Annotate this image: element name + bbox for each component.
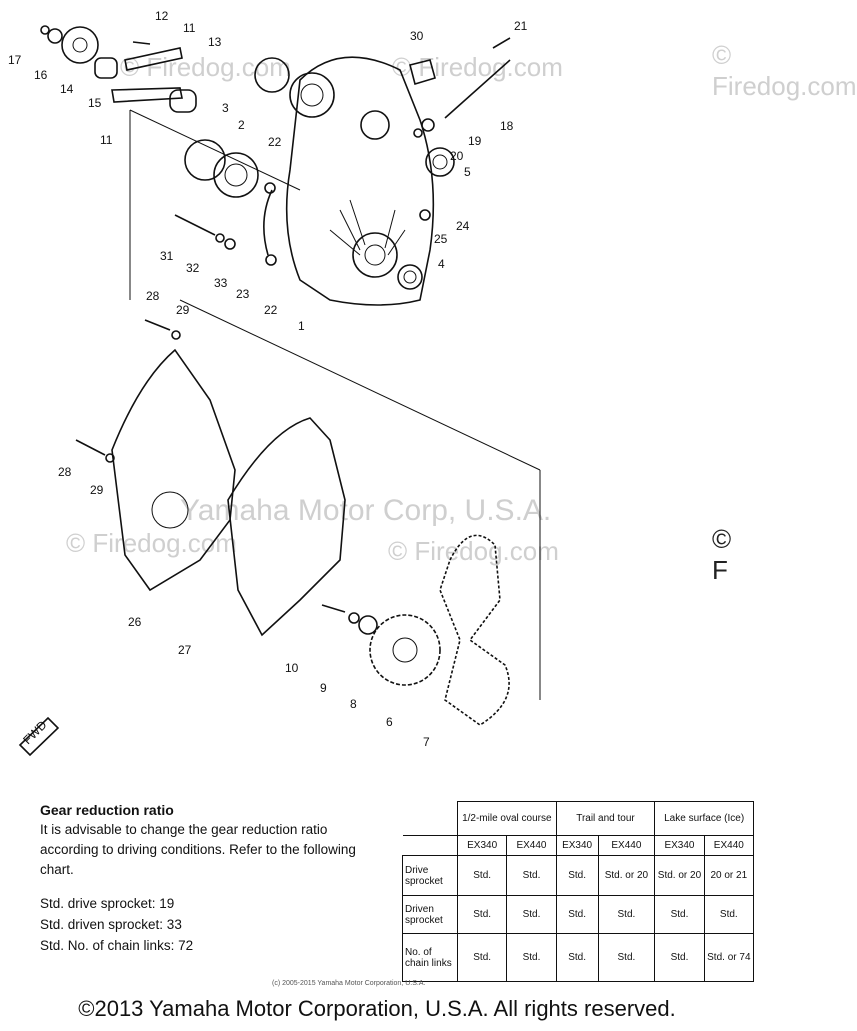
- table-cell: Std.: [507, 856, 556, 896]
- plate-11-upper: [125, 48, 182, 70]
- callout-11a: 11: [183, 21, 196, 35]
- callout-6: 6: [386, 715, 393, 729]
- bushing-13: [170, 90, 196, 112]
- gear-ratio-table: [402, 801, 754, 982]
- table-cell: Std.: [507, 896, 556, 934]
- chain-case: [287, 57, 434, 305]
- callout-24: 24: [456, 219, 470, 233]
- std-driven-sprocket: Std. driven sprocket: 33: [40, 917, 182, 932]
- table-corner-2: [403, 836, 458, 856]
- callout-16: 16: [34, 68, 48, 82]
- callout-3: 3: [222, 101, 229, 115]
- callout-13: 13: [208, 35, 222, 49]
- callout-12: 12: [155, 9, 169, 23]
- notes-body: It is advisable to change the gear reduction ratio according to driving conditions. Refer to the following chart.: [40, 822, 356, 877]
- callout-15: 15: [88, 96, 102, 110]
- clip-17: [41, 26, 49, 34]
- callout-1: 1: [298, 319, 305, 333]
- bolt-10: [322, 605, 345, 612]
- watermark-firedog-top-right: © Firedog.com: [392, 52, 563, 82]
- bolt-28-mid: [76, 440, 105, 455]
- watermark-firedog-top: © Firedog.com: [120, 52, 291, 82]
- row-label: Drive sprocket: [403, 856, 458, 896]
- table-cell: Std.: [598, 896, 655, 934]
- sprocket-14: [62, 27, 98, 63]
- table-row: [403, 934, 754, 982]
- std-drive-sprocket: Std. drive sprocket: 19: [40, 896, 175, 911]
- washer-8: [359, 616, 377, 634]
- table-cell: Std.: [556, 934, 598, 982]
- gasket-27: [228, 418, 345, 635]
- callout-25: 25: [434, 232, 448, 246]
- washer-9: [349, 613, 359, 623]
- table-cell: Std.: [458, 934, 507, 982]
- callouts: [8, 9, 528, 749]
- table-corner: [403, 802, 458, 836]
- callout-23: 23: [236, 287, 250, 301]
- callout-2: 2: [238, 118, 245, 132]
- roller-15: [95, 58, 117, 78]
- callout-9: 9: [320, 681, 327, 695]
- cover-26: [112, 350, 235, 590]
- copyright-small: (c) 2005-2015 Yamaha Motor Corporation, U.S.A.: [272, 980, 426, 987]
- sprocket-6: [370, 615, 440, 685]
- bolt-24: [420, 210, 430, 220]
- callout-5: 5: [464, 165, 471, 179]
- gear-ratio-notes: [40, 800, 385, 957]
- table-cell: 20 or 21: [704, 856, 753, 896]
- bolt-18: [445, 60, 510, 118]
- watermark-yamaha: Yamaha Motor Corp, U.S.A.: [180, 494, 552, 527]
- callout-29a: 29: [176, 303, 190, 317]
- table-cell: Std.: [655, 934, 704, 982]
- callout-7: 7: [423, 735, 430, 749]
- watermark-firedog-mid-left: © Firedog.com: [66, 528, 237, 558]
- callout-4: 4: [438, 257, 445, 271]
- callout-17: 17: [8, 53, 22, 67]
- model-5: EX340: [655, 836, 704, 856]
- callout-19: 19: [468, 134, 482, 148]
- group-trail: Trail and tour: [556, 802, 655, 836]
- watermark-firedog-mid-right: © Firedog.com: [388, 536, 559, 566]
- table-cell: Std.: [507, 934, 556, 982]
- callout-28b: 28: [58, 465, 72, 479]
- callout-26: 26: [128, 615, 142, 629]
- table-cell: Std.: [655, 896, 704, 934]
- callout-18: 18: [500, 119, 514, 133]
- table-cell: Std. or 74: [704, 934, 753, 982]
- callout-10: 10: [285, 661, 299, 675]
- table-cell: Std. or 20: [655, 856, 704, 896]
- model-3: EX340: [556, 836, 598, 856]
- breather-30: [410, 60, 435, 84]
- model-2: EX440: [507, 836, 556, 856]
- notes-title: Gear reduction ratio: [40, 802, 174, 818]
- callout-32: 32: [186, 261, 200, 275]
- model-1: EX340: [458, 836, 507, 856]
- std-values: [40, 894, 385, 957]
- model-4: EX440: [598, 836, 655, 856]
- circlip-top: [255, 58, 289, 92]
- callout-28a: 28: [146, 289, 160, 303]
- copyright-footer: ©2013 Yamaha Motor Corporation, U.S.A. All rights reserved.: [78, 996, 676, 1021]
- chain-7: [440, 535, 509, 725]
- pin-21: [493, 38, 510, 48]
- callout-29b: 29: [90, 483, 104, 497]
- callout-8: 8: [350, 697, 357, 711]
- callout-20: 20: [450, 149, 464, 163]
- bolt-28-top: [145, 320, 170, 330]
- table-cell: Std.: [556, 856, 598, 896]
- seal-4: [398, 265, 422, 289]
- bolt-31: [175, 215, 215, 235]
- washer-16: [48, 29, 62, 43]
- table-cell: Std.: [556, 896, 598, 934]
- washer-19: [422, 119, 434, 131]
- callout-27: 27: [178, 643, 192, 657]
- hose-23: [264, 190, 272, 255]
- watermark-firedog-top-edge: © Firedog.com: [712, 40, 857, 101]
- bearing-top: [290, 73, 334, 117]
- callout-21: 21: [514, 19, 528, 33]
- washer-20: [414, 129, 422, 137]
- table-cell: Std.: [458, 856, 507, 896]
- table-row: [403, 856, 754, 896]
- callout-14: 14: [60, 82, 74, 96]
- group-oval: 1/2-mile oval course: [458, 802, 557, 836]
- table-cell: Std. or 20: [598, 856, 655, 896]
- std-chain-links: Std. No. of chain links: 72: [40, 938, 194, 953]
- group-lake: Lake surface (Ice): [655, 802, 754, 836]
- callout-33: 33: [214, 276, 228, 290]
- callout-31: 31: [160, 249, 174, 263]
- table-row: [403, 896, 754, 934]
- watermark-edge: © F: [712, 524, 732, 585]
- model-6: EX440: [704, 836, 753, 856]
- row-label: No. of chain links: [403, 934, 458, 982]
- row-label: Driven sprocket: [403, 896, 458, 934]
- callout-22a: 22: [268, 135, 282, 149]
- table-cell: Std.: [704, 896, 753, 934]
- plate-11-lower: [112, 88, 182, 102]
- callout-11b: 11: [100, 133, 113, 147]
- fwd-label: FWD: [20, 717, 50, 748]
- bolt-12: [133, 42, 150, 44]
- table-cell: Std.: [458, 896, 507, 934]
- table-cell: Std.: [598, 934, 655, 982]
- callout-30: 30: [410, 29, 424, 43]
- callout-22b: 22: [264, 303, 278, 317]
